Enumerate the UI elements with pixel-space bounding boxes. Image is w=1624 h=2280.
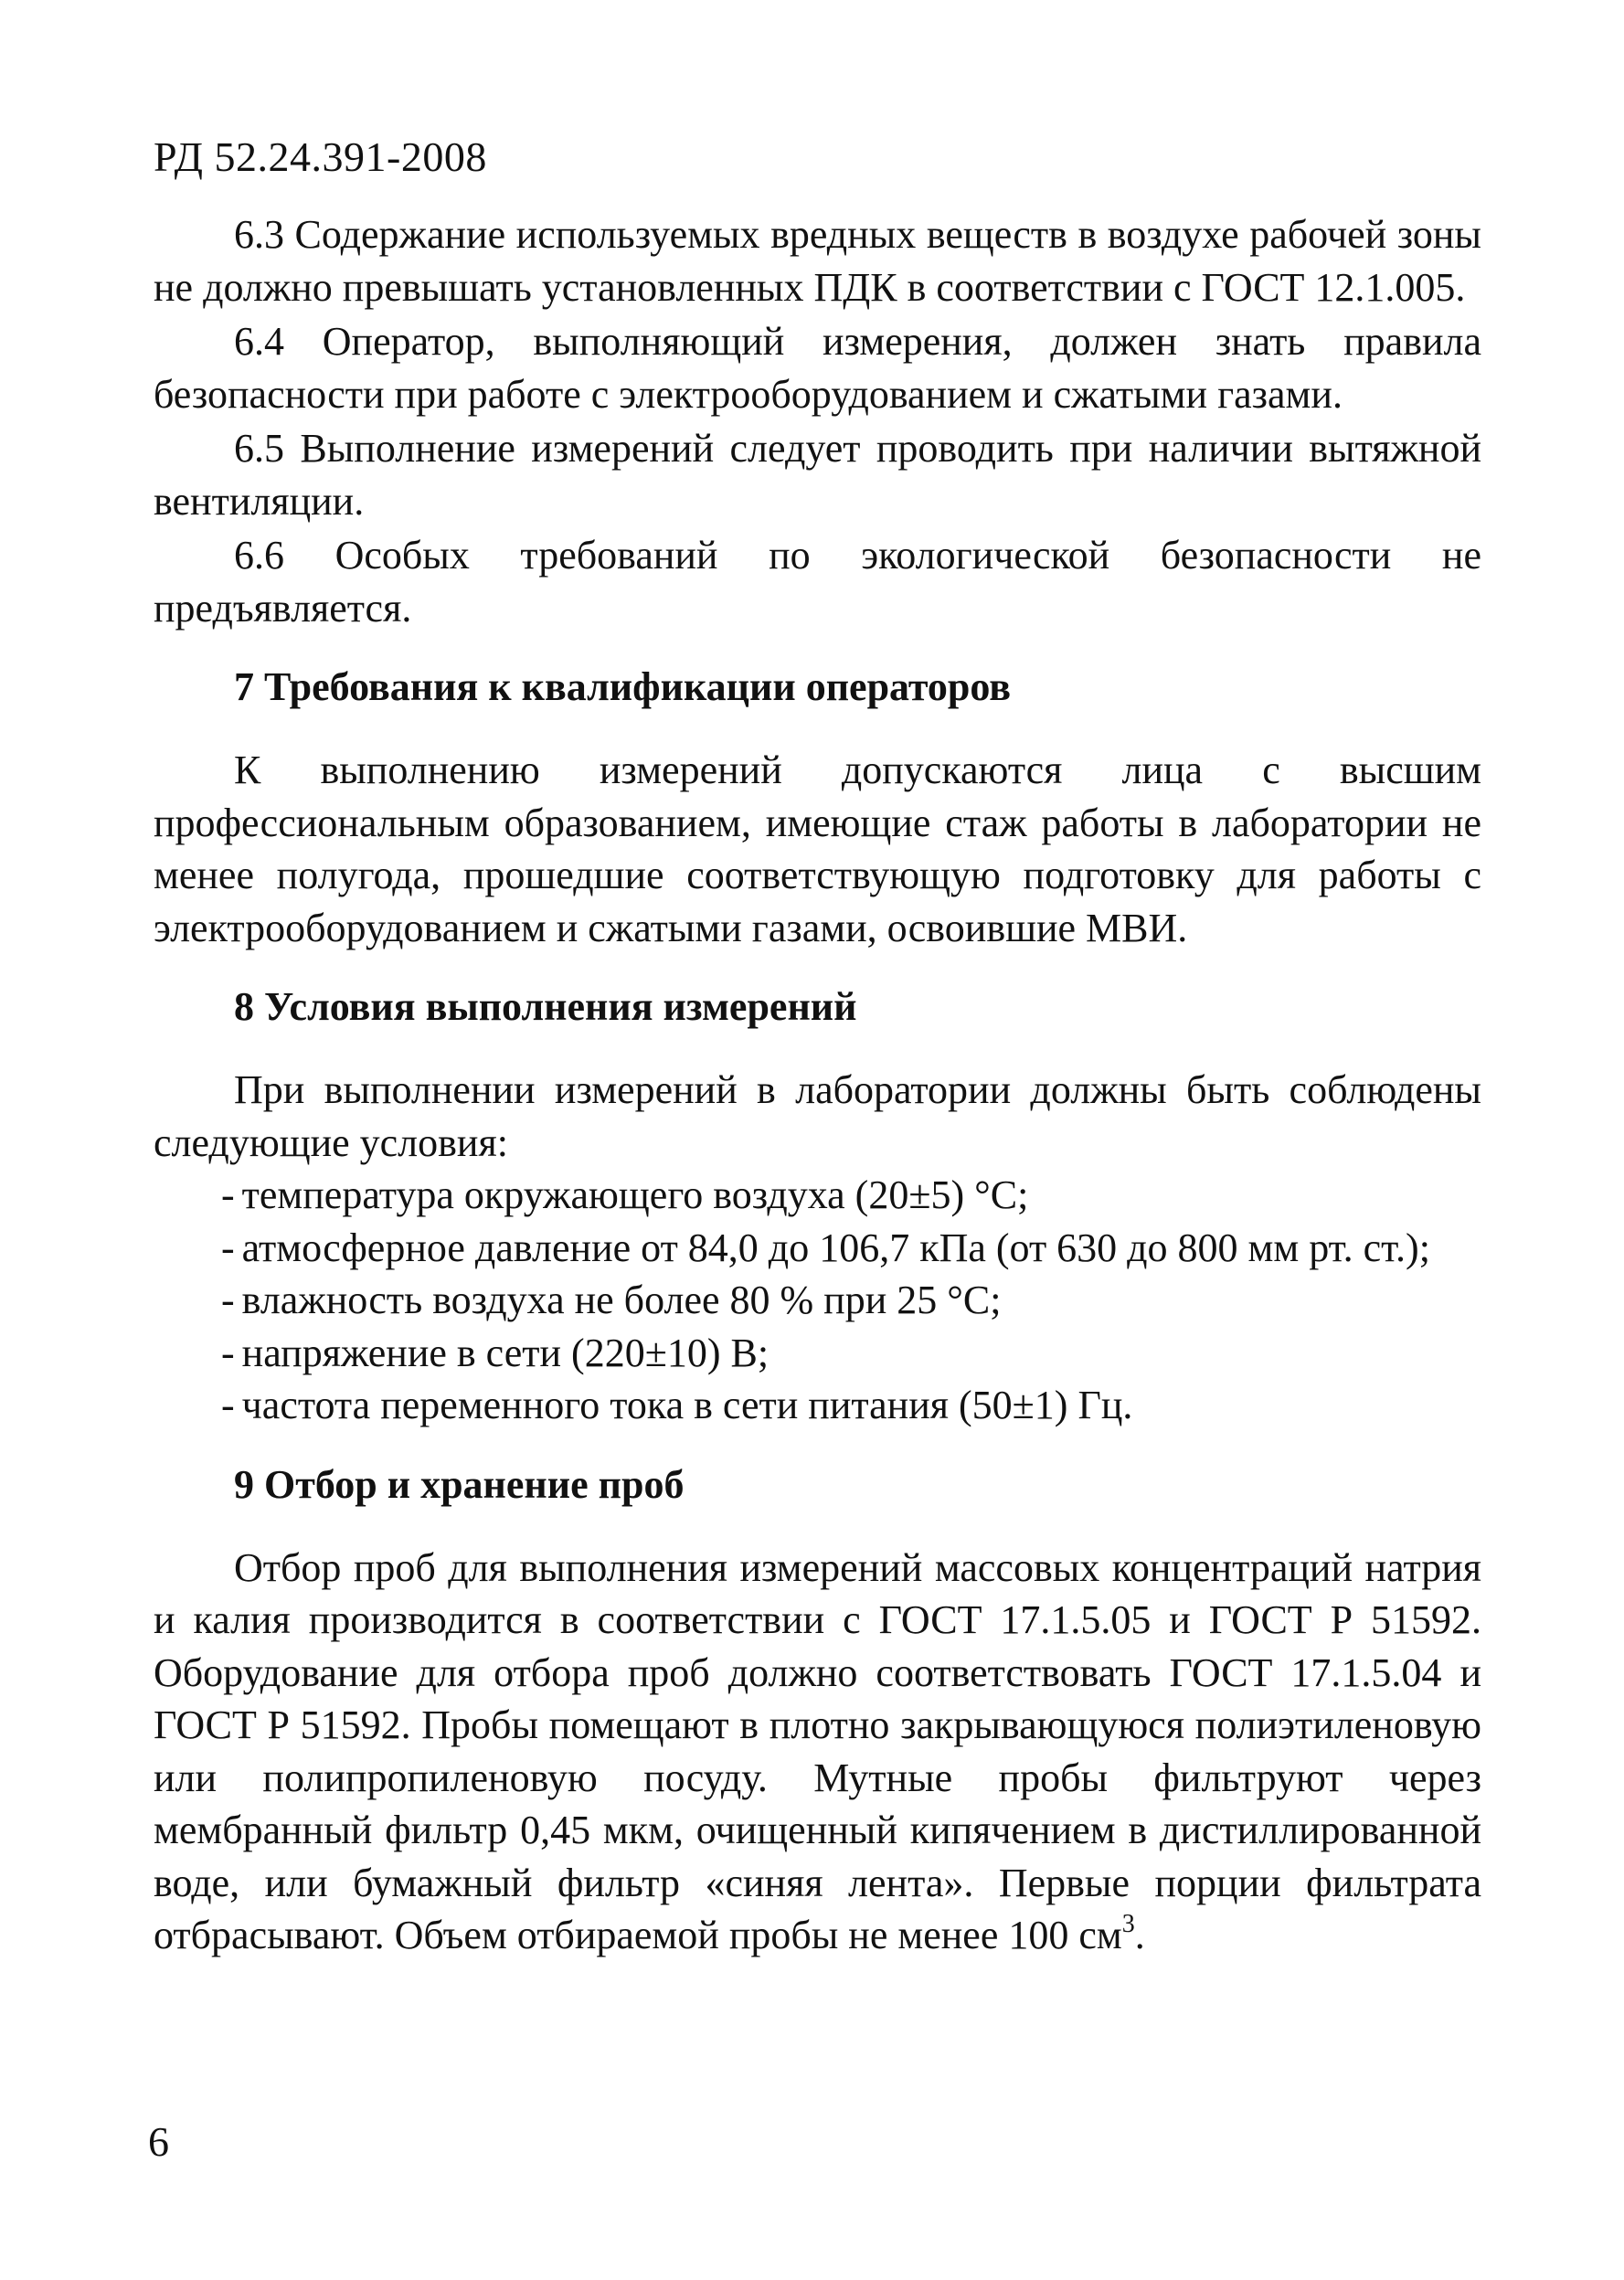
condition-item: - атмосферное давление от 84,0 до 106,7 кПа (от 630 до 800 мм рт. ст.); <box>221 1225 1430 1270</box>
condition-voltage: напряжение в сети (220±10) В; <box>241 1330 770 1375</box>
section-9-text-body: Отбор проб для выполнения измерений массовых концентраций натрия и калия производится в соответствии с ГОСТ 17.1.5.05 и ГОСТ Р 51592. Оборудование для отбора проб должно соответствовать ГОСТ 17.1.5.04 и ГОСТ Р 51592. Пробы помещают в плотно закрывающуюся полиэтиленовую или полипропиленовую посуду. Мутные пробы фильтруют через мембранный фильтр 0,45 мкм, очищенный кипячением в дистиллированной воде, или бумажный фильтр «синяя лента». Первые порции фильтрата отбрасывают. Объем отбираемой пробы не менее 100 см <box>154 1544 1481 1957</box>
section-9-text-end: . <box>1134 1913 1145 1957</box>
condition-item: - частота переменного тока в сети питания (50±1) Гц. <box>221 1383 1133 1427</box>
section-8-intro: При выполнении измерений в лаборатории должны быть соблюдены следующие условия: <box>154 1067 1481 1165</box>
condition-frequency: частота переменного тока в сети питания (50±1) Гц. <box>241 1383 1133 1427</box>
condition-humidity: влажность воздуха не более 80 % при 25 °С; <box>241 1278 1002 1322</box>
condition-item: - напряжение в сети (220±10) В; <box>221 1330 770 1375</box>
paragraph-6-5: 6.5 Выполнение измерений следует проводить при наличии вытяжной вентиляции. <box>154 426 1481 524</box>
section-9-text <box>154 1542 1481 1962</box>
conditions-list <box>154 1169 1481 1432</box>
page-number: 6 <box>148 2118 169 2165</box>
paragraph-6-3: 6.3 Содержание используемых вредных веществ в воздухе рабочей зоны не должно превышать установленных ПДК в соответствии с ГОСТ 12.1.005. <box>154 212 1481 310</box>
condition-pressure: атмосферное давление от 84,0 до 106,7 кПа (от 630 до 800 мм рт. ст.); <box>241 1225 1430 1270</box>
paragraph-6-4: 6.4 Оператор, выполняющий измерения, должен знать правила безопасности при работе с электрооборудованием и сжатыми газами. <box>154 319 1481 417</box>
condition-temperature: температура окружающего воздуха (20±5) °С; <box>241 1172 1029 1217</box>
document-body <box>154 208 1481 1962</box>
paragraph-6-6: 6.6 Особых требований по экологической безопасности не предъявляется. <box>154 533 1481 631</box>
section-7-text: К выполнению измерений допускаются лица с высшим профессиональным образованием, имеющие стаж работы в лаборатории не менее полугода, прошедшие соответствующую подготовку для работы с электрооборудованием и сжатыми газами, освоившие МВИ. <box>154 748 1481 950</box>
section-8-heading: 8 Условия выполнения измерений <box>234 984 857 1029</box>
condition-item: - влажность воздуха не более 80 % при 25 °С; <box>221 1278 1002 1322</box>
condition-item: - температура окружающего воздуха (20±5) °С; <box>221 1172 1029 1217</box>
section-9-heading: 9 Отбор и хранение проб <box>234 1461 685 1507</box>
superscript-cubed: 3 <box>1121 1910 1135 1938</box>
section-7-heading: 7 Требования к квалификации операторов <box>234 664 1012 709</box>
document-header: РД 52.24.391-2008 <box>154 133 487 180</box>
